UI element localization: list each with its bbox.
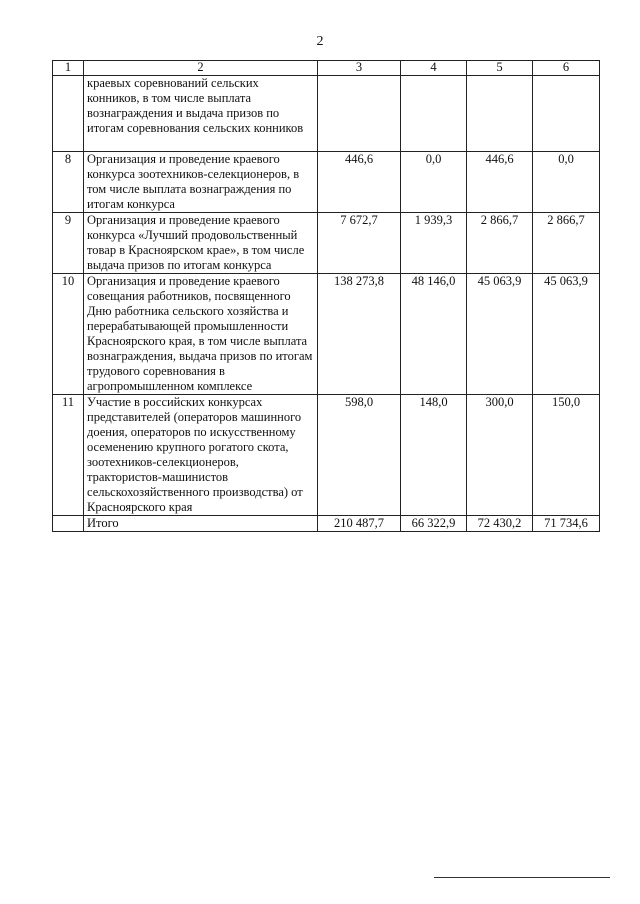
row-description: Организация и проведение краевого конкурса зоотехников-селекционеров, в том числе выплата вознаграждения по итогам конкурса bbox=[84, 152, 318, 213]
row-value-col6: 2 866,7 bbox=[533, 213, 600, 274]
total-value-col6: 71 734,6 bbox=[533, 516, 600, 532]
row-number: 11 bbox=[53, 395, 84, 516]
budget-table bbox=[52, 60, 600, 532]
footer-divider bbox=[434, 877, 610, 878]
total-label: Итого bbox=[84, 516, 318, 532]
row-number bbox=[53, 76, 84, 152]
row-number: 10 bbox=[53, 274, 84, 395]
page-number: 2 bbox=[316, 34, 324, 49]
table-row bbox=[53, 274, 600, 395]
row-value-col3: 598,0 bbox=[318, 395, 401, 516]
row-value-col4: 48 146,0 bbox=[401, 274, 467, 395]
row-number: 8 bbox=[53, 152, 84, 213]
table-row bbox=[53, 76, 600, 152]
column-header-6: 6 bbox=[533, 61, 600, 76]
row-value-col5: 446,6 bbox=[467, 152, 533, 213]
column-header-4: 4 bbox=[401, 61, 467, 76]
row-value-col5: 45 063,9 bbox=[467, 274, 533, 395]
row-value-col4: 1 939,3 bbox=[401, 213, 467, 274]
row-description: краевых соревнований сельских конников, в том числе выплата вознаграждения и выдача призов по итогам соревнования сельских конников bbox=[84, 76, 318, 152]
column-header-3: 3 bbox=[318, 61, 401, 76]
row-value-col3: 446,6 bbox=[318, 152, 401, 213]
row-value-col6: 150,0 bbox=[533, 395, 600, 516]
column-header-2: 2 bbox=[84, 61, 318, 76]
row-value-col4: 148,0 bbox=[401, 395, 467, 516]
table-row bbox=[53, 213, 600, 274]
row-value-col6: 45 063,9 bbox=[533, 274, 600, 395]
total-row bbox=[53, 516, 600, 532]
row-number: 9 bbox=[53, 213, 84, 274]
total-value-col4: 66 322,9 bbox=[401, 516, 467, 532]
row-value-col5: 2 866,7 bbox=[467, 213, 533, 274]
column-header-5: 5 bbox=[467, 61, 533, 76]
row-value-col4: 0,0 bbox=[401, 152, 467, 213]
row-value-col3: 138 273,8 bbox=[318, 274, 401, 395]
total-row-number bbox=[53, 516, 84, 532]
row-value-col6: 0,0 bbox=[533, 152, 600, 213]
row-description: Участие в российских конкурсах представителей (операторов машинного доения, операторов по искусственному осеменению крупного рогатого скота, зоотехников-селекционеров, трактористов-машинистов сельскохозяйственного производства) от Красноярского края bbox=[84, 395, 318, 516]
total-value-col3: 210 487,7 bbox=[318, 516, 401, 532]
total-value-col5: 72 430,2 bbox=[467, 516, 533, 532]
column-header-1: 1 bbox=[53, 61, 84, 76]
header-row bbox=[53, 61, 600, 76]
row-description: Организация и проведение краевого совещания работников, посвященного Дню работника сельского хозяйства и перерабатывающей промышленности Красноярского края, в том числе выплата вознаграждения, выдача призов по итогам трудового соревнования в агропромышленном комплексе bbox=[84, 274, 318, 395]
row-value-col6 bbox=[533, 76, 600, 152]
row-value-col5: 300,0 bbox=[467, 395, 533, 516]
table-row bbox=[53, 152, 600, 213]
table-row bbox=[53, 395, 600, 516]
row-value-col3 bbox=[318, 76, 401, 152]
row-description: Организация и проведение краевого конкурса «Лучший продовольственный товар в Красноярском крае», в том числе выдача призов по итогам конкурса bbox=[84, 213, 318, 274]
row-value-col4 bbox=[401, 76, 467, 152]
row-value-col5 bbox=[467, 76, 533, 152]
row-value-col3: 7 672,7 bbox=[318, 213, 401, 274]
